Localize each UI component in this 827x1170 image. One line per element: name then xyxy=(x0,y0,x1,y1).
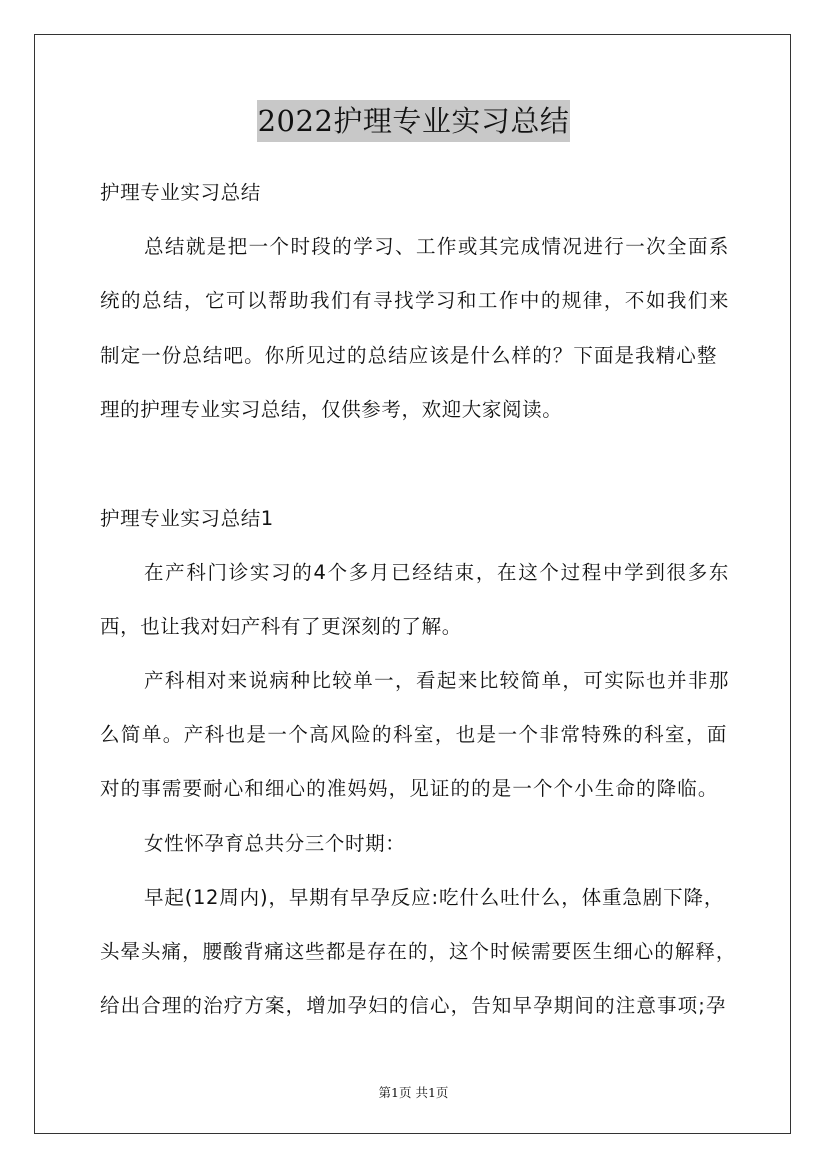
intro-line-2: 统的总结，它可以帮助我们有寻找学习和工作中的规律，不如我们来 xyxy=(100,289,729,312)
page-number-footer: 第1页 共1页 xyxy=(378,1085,449,1100)
section1-line-4: 么简单。产科也是一个高风险的科室，也是一个非常特殊的科室，面 xyxy=(100,723,727,746)
section1-line-1: 在产科门诊实习的4个多月已经结束，在这个过程中学到很多东 xyxy=(144,561,729,584)
section1-line-2: 西，也让我对妇产科有了更深刻的了解。 xyxy=(100,615,462,638)
intro-line-1: 总结就是把一个时段的学习、工作或其完成情况进行一次全面系 xyxy=(144,235,729,258)
section1-line-5: 对的事需要耐心和细心的准妈妈，见证的的是一个个小生命的降临。 xyxy=(100,777,718,800)
section1-line-7: 早起(12周内)，早期有早孕反应:吃什么吐什么，体重急剧下降， xyxy=(144,886,724,909)
intro-line-3: 制定一份总结吧。你所见过的总结应该是什么样的？下面是我精心整 xyxy=(100,344,717,367)
section1-heading: 护理专业实习总结1 xyxy=(100,507,274,530)
section1-line-6: 女性怀孕育总共分三个时期： xyxy=(144,832,406,855)
document-title: 2022护理专业实习总结 xyxy=(257,100,571,142)
title-container xyxy=(0,100,827,142)
section1-line-8: 头晕头痛，腰酸背痛这些都是存在的，这个时候需要医生细心的解释， xyxy=(100,940,736,963)
intro-line-4: 理的护理专业实习总结，仅供参考，欢迎大家阅读。 xyxy=(100,398,563,421)
section1-line-3: 产科相对来说病种比较单一，看起来比较简单，可实际也并非那 xyxy=(144,669,729,692)
intro-heading: 护理专业实习总结 xyxy=(100,181,261,204)
section1-line-9: 给出合理的治疗方案，增加孕妇的信心，告知早孕期间的注意事项;孕 xyxy=(100,994,726,1017)
